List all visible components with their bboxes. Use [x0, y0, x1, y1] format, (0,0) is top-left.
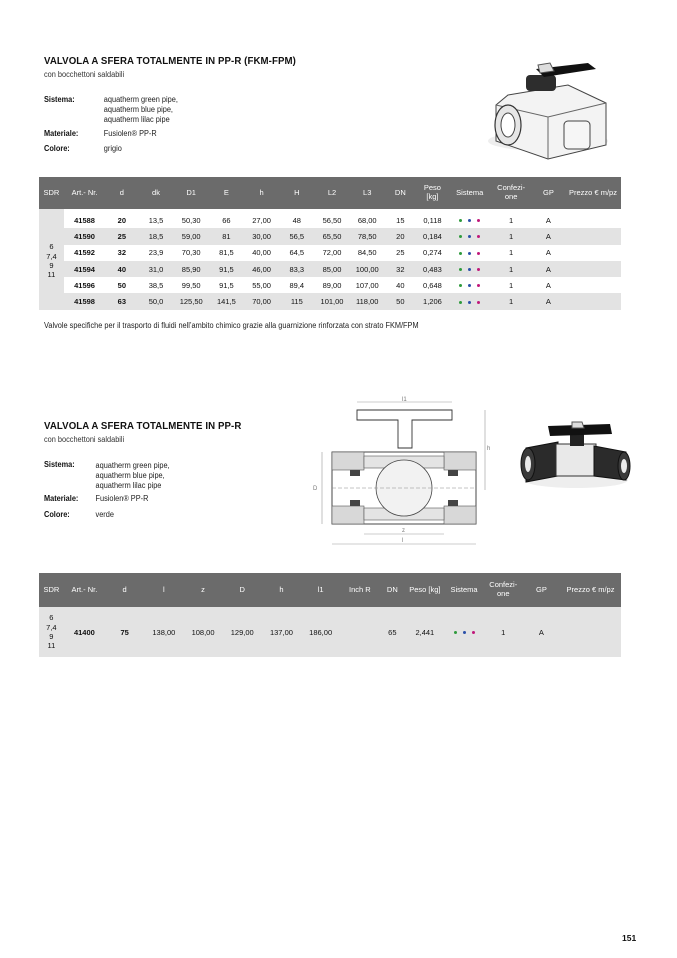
cell-gp: A [532, 228, 565, 244]
cell-dn: 65 [379, 607, 405, 657]
table-row [39, 293, 621, 309]
cell-d1: 59,00 [174, 228, 209, 244]
cell-confezione: 1 [484, 607, 523, 657]
section1-title: VALVOLA A SFERA TOTALMENTE IN PP-R (FKM-FPM) [44, 55, 296, 67]
cell-l3: 78,50 [350, 228, 385, 244]
section2-title: VALVOLA A SFERA TOTALMENTE IN PP-R [44, 420, 242, 432]
cell-H: 56,5 [279, 228, 314, 244]
cell-confezione: 1 [490, 228, 531, 244]
cell-dk: 18,5 [138, 228, 173, 244]
sistema-dots [449, 277, 490, 293]
col-header: Prezzo € m/pz [560, 573, 621, 607]
art-nr: 41590 [64, 228, 105, 244]
cell-dn: 32 [385, 261, 416, 277]
cell-z: 108,00 [183, 607, 222, 657]
table-row [39, 277, 621, 293]
cell-d: 63 [105, 293, 138, 309]
cell-confezione: 1 [490, 261, 531, 277]
art-nr: 41400 [64, 607, 105, 657]
cell-d: 32 [105, 245, 138, 261]
sistema-dots [449, 245, 490, 261]
col-header: GP [532, 177, 565, 209]
cell-e: 81,5 [209, 245, 244, 261]
cell-h: 40,00 [244, 245, 279, 261]
valve-cross-section-drawing [300, 390, 500, 550]
col-header: SDR [39, 177, 64, 209]
sistema-lilac: aquatherm lilac pipe [95, 481, 162, 490]
cell-h: 30,00 [244, 228, 279, 244]
cell-H: 83,3 [279, 261, 314, 277]
cell-prezzo [565, 293, 621, 309]
sistema-blue: aquatherm blue pipe, [95, 471, 165, 480]
col-header: l [144, 573, 183, 607]
col-header: Confezi- one [490, 177, 531, 209]
cell-dk: 31,0 [138, 261, 173, 277]
sistema-blue: aquatherm blue pipe, [103, 105, 173, 114]
colore-value: verde [95, 510, 114, 519]
cell-inch [340, 607, 379, 657]
cell-dn: 40 [385, 277, 416, 293]
cell-gp: A [532, 212, 565, 228]
grey-ball-valve-image [478, 55, 618, 167]
col-header: GP [523, 573, 560, 607]
cell-l3: 100,00 [350, 261, 385, 277]
cell-confezione: 1 [490, 245, 531, 261]
cell-prezzo [560, 607, 621, 657]
cell-dn: 50 [385, 293, 416, 309]
page-number: 151 [622, 933, 637, 943]
cell-H: 48 [279, 212, 314, 228]
cell-d1: 70,30 [174, 245, 209, 261]
col-header: h [262, 573, 301, 607]
cell-dk: 13,5 [138, 212, 173, 228]
dim-label: l1 [402, 397, 407, 403]
cell-l2: 65,50 [314, 228, 349, 244]
cell-l2: 56,50 [314, 212, 349, 228]
section1-table-header [39, 177, 621, 209]
table-row [39, 607, 621, 657]
art-nr: 41592 [64, 245, 105, 261]
cell-confezione: 1 [490, 293, 531, 309]
cell-l3: 107,00 [350, 277, 385, 293]
green-ball-valve-image [518, 418, 634, 492]
col-header: Sistema [444, 573, 483, 607]
materiale-label: Materiale: [44, 129, 79, 138]
cell-l2: 101,00 [314, 293, 349, 309]
sdr-value: 9 [49, 260, 54, 270]
col-header: dk [138, 177, 173, 209]
col-header: Prezzo € m/pz [565, 177, 621, 209]
art-nr: 41596 [64, 277, 105, 293]
cell-dk: 23,9 [138, 245, 173, 261]
sdr-value: 6 [49, 242, 54, 252]
section1-subtitle: con bocchettoni saldabili [44, 70, 125, 79]
cell-d1: 99,50 [174, 277, 209, 293]
col-header: Art.- Nr. [64, 177, 105, 209]
cell-e: 91,5 [209, 261, 244, 277]
col-header: D1 [174, 177, 209, 209]
sistema-label: Sistema: [44, 460, 75, 469]
cell-dn: 20 [385, 228, 416, 244]
col-header: l1 [301, 573, 340, 607]
col-header: D [223, 573, 262, 607]
sistema-label: Sistema: [44, 95, 75, 104]
materiale-value: Fusiolen® PP-R [95, 494, 149, 503]
col-header: H [279, 177, 314, 209]
sistema-dots [449, 293, 490, 309]
sdr-value: 6 [49, 613, 54, 623]
cell-gp: A [532, 261, 565, 277]
section2-specs [44, 460, 228, 522]
sistema-green: aquatherm green pipe, [103, 95, 178, 104]
section1-note: Valvole specifiche per il trasporto di fluidi nell’ambito chimico grazie alla guarnizione rinforzata con strato FKM/FPM [44, 321, 419, 330]
cell-l2: 72,00 [314, 245, 349, 261]
cell-prezzo [565, 277, 621, 293]
colore-label: Colore: [44, 144, 70, 153]
cell-l1: 186,00 [301, 607, 340, 657]
cell-l3: 118,00 [350, 293, 385, 309]
col-header: L3 [350, 177, 385, 209]
cell-d: 75 [105, 607, 144, 657]
col-header: Peso [kg] [405, 573, 444, 607]
cell-dk: 38,5 [138, 277, 173, 293]
cell-h: 27,00 [244, 212, 279, 228]
colore-value: grigio [103, 144, 122, 153]
cell-l3: 68,00 [350, 212, 385, 228]
col-header: h [244, 177, 279, 209]
cell-gp: A [532, 293, 565, 309]
col-header: d [105, 177, 138, 209]
dim-label: z [402, 528, 405, 534]
sdr-cell [39, 607, 64, 657]
cell-peso: 0,274 [416, 245, 449, 261]
cell-e: 66 [209, 212, 244, 228]
sdr-cell [39, 212, 64, 310]
cell-peso: 2,441 [405, 607, 444, 657]
sistema-dots [449, 261, 490, 277]
sistema-lilac: aquatherm lilac pipe [103, 115, 170, 124]
cell-d: 40 [105, 261, 138, 277]
cell-gp: A [532, 277, 565, 293]
col-header: Confezi- one [484, 573, 523, 607]
sdr-value: 11 [47, 641, 56, 651]
cell-H: 115 [279, 293, 314, 309]
cell-e: 91,5 [209, 277, 244, 293]
col-header: z [183, 573, 222, 607]
cell-l2: 89,00 [314, 277, 349, 293]
cell-dn: 25 [385, 245, 416, 261]
cell-prezzo [565, 261, 621, 277]
section2-subtitle: con bocchettoni saldabili [44, 435, 125, 444]
col-header: E [209, 177, 244, 209]
section1-table [39, 177, 621, 310]
cell-peso: 0,184 [416, 228, 449, 244]
cell-h: 70,00 [244, 293, 279, 309]
sdr-value: 9 [49, 632, 54, 641]
cell-gp: A [532, 245, 565, 261]
col-header: SDR [39, 573, 64, 607]
cell-d1: 85,90 [174, 261, 209, 277]
dim-label: l [402, 538, 404, 544]
section2-table-header [39, 573, 621, 607]
sistema-green: aquatherm green pipe, [95, 461, 170, 470]
col-header: Inch R [340, 573, 379, 607]
cell-h: 55,00 [244, 277, 279, 293]
materiale-label: Materiale: [44, 494, 79, 503]
cell-d1: 125,50 [174, 293, 209, 309]
sdr-value: 7,4 [46, 251, 57, 261]
cell-confezione: 1 [490, 277, 531, 293]
colore-label: Colore: [44, 510, 70, 519]
col-header: Peso [kg] [416, 177, 449, 209]
cell-d: 25 [105, 228, 138, 244]
art-nr: 41588 [64, 212, 105, 228]
cell-peso: 0,118 [416, 212, 449, 228]
cell-d1: 50,30 [174, 212, 209, 228]
section2-table [39, 573, 621, 657]
cell-peso: 0,648 [416, 277, 449, 293]
col-header: Art.- Nr. [64, 573, 105, 607]
col-header: d [105, 573, 144, 607]
cell-l2: 85,00 [314, 261, 349, 277]
art-nr: 41598 [64, 293, 105, 309]
cell-h: 46,00 [244, 261, 279, 277]
cell-peso: 1,206 [416, 293, 449, 309]
cell-d: 20 [105, 212, 138, 228]
dim-label: D [313, 486, 318, 492]
cell-peso: 0,483 [416, 261, 449, 277]
cell-d: 50 [105, 277, 138, 293]
table-row [39, 228, 621, 244]
cell-prezzo [565, 212, 621, 228]
art-nr: 41594 [64, 261, 105, 277]
col-header: DN [385, 177, 416, 209]
section1-specs [44, 95, 246, 155]
cell-h: 137,00 [262, 607, 301, 657]
cell-gp: A [523, 607, 560, 657]
cell-e: 141,5 [209, 293, 244, 309]
sdr-value: 7,4 [46, 622, 57, 632]
cell-prezzo [565, 245, 621, 261]
cell-l: 138,00 [144, 607, 183, 657]
cell-prezzo [565, 228, 621, 244]
col-header: Sistema [449, 177, 490, 209]
cell-l3: 84,50 [350, 245, 385, 261]
sistema-dots [449, 228, 490, 244]
col-header: DN [379, 573, 405, 607]
cell-dn: 15 [385, 212, 416, 228]
sistema-dots [449, 212, 490, 228]
sdr-value: 11 [47, 270, 56, 280]
cell-H: 89,4 [279, 277, 314, 293]
materiale-value: Fusiolen® PP-R [103, 129, 157, 138]
table-row [39, 245, 621, 261]
sistema-dots [444, 607, 483, 657]
cell-D: 129,00 [223, 607, 262, 657]
col-header: L2 [314, 177, 349, 209]
table-row [39, 261, 621, 277]
cell-dk: 50,0 [138, 293, 173, 309]
cell-H: 64,5 [279, 245, 314, 261]
cell-e: 81 [209, 228, 244, 244]
cell-confezione: 1 [490, 212, 531, 228]
table-row [39, 212, 621, 228]
dim-label: h [487, 446, 491, 452]
